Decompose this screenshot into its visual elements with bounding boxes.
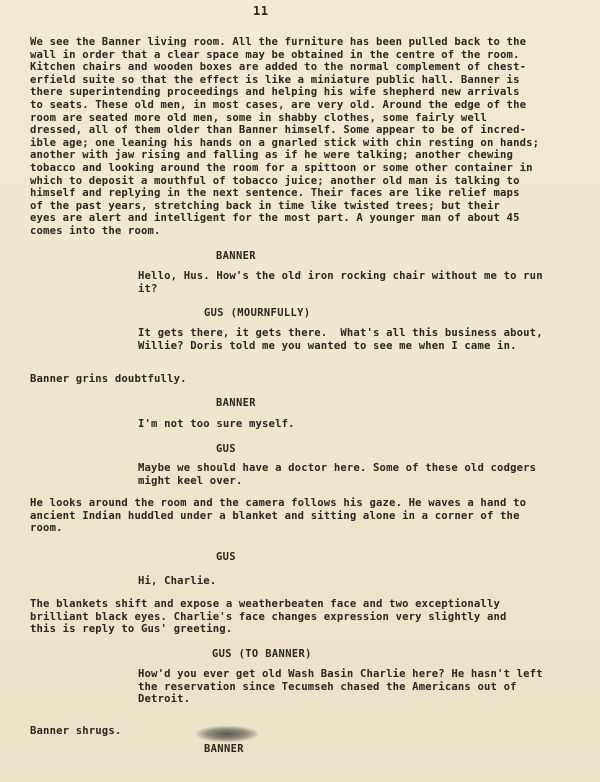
character-cue-gus-mournfully: GUS (MOURNFULLY): [204, 307, 311, 319]
action-banner-shrugs: Banner shrugs.: [30, 725, 122, 737]
ink-smudge: [196, 726, 258, 742]
character-cue-gus: GUS: [216, 443, 236, 455]
action-looks-around: He looks around the room and the camera follows his gaze. He waves a hand to ancient Indian huddled under a blanket and sitting alone in a corner of the room.: [30, 497, 527, 535]
scene-description: We see the Banner living room. All the furniture has been pulled back to the wall in order that a clear space may be obtained in the centre of the room. Kitchen chairs and wooden boxes are added to the normal complement of chest- erfield suite so that the effect is like a miniature public hall. Banner is there superintending proceedings and helping his wife shepherd new arrivals to seats. These old men, in most cases, are very old. Around the edge of the room are seated more old men, some in shabby clothes, some fairly well dressed, all of them older than Banner himself. Some appear to be of incred- ible age; one leaning his hands on a gnarled stick with chin resting on hands; another with jaw rising and falling as if he were talking; another chewing tobacco and looking around the room for a spittoon or some other container in which to deposit a mouthful of tobacco juice; another old man is talking to himself and replying in the next sentence. Their faces are like relief maps of the past years, stretching back in time like twisted trees; but their eyes are alert and intelligent for the most part. A younger man of about 45 comes into the room.: [30, 36, 540, 237]
dialogue-banner-hello: Hello, Hus. How's the old iron rocking chair without me to run it?: [138, 270, 543, 295]
character-cue-banner-3: BANNER: [204, 743, 244, 755]
action-blankets-shift: The blankets shift and expose a weatherbeaten face and two exceptionally brilliant black eyes. Charlie's face changes expression very slightly and this is reply to Gus' greeting.: [30, 598, 507, 636]
action-banner-grins: Banner grins doubtfully.: [30, 373, 187, 385]
dialogue-gus-doctor: Maybe we should have a doctor here. Some of these old codgers might keel over.: [138, 462, 537, 487]
character-cue-gus-2: GUS: [216, 551, 236, 563]
character-cue-banner: BANNER: [216, 250, 256, 262]
page-number: 11: [253, 4, 269, 18]
dialogue-gus-hi-charlie: Hi, Charlie.: [138, 575, 217, 587]
character-cue-gus-to-banner: GUS (TO BANNER): [212, 648, 312, 660]
character-cue-banner-2: BANNER: [216, 397, 256, 409]
dialogue-gus-wash-basin: How'd you ever get old Wash Basin Charlie here? He hasn't left the reservation since Tecumseh chased the Americans out of Detroit.: [138, 668, 543, 706]
dialogue-banner-not-sure: I'm not too sure myself.: [138, 418, 295, 430]
dialogue-gus-it-gets-there: It gets there, it gets there. What's all this business about, Willie? Doris told me you wanted to see me when I came in.: [138, 327, 543, 352]
